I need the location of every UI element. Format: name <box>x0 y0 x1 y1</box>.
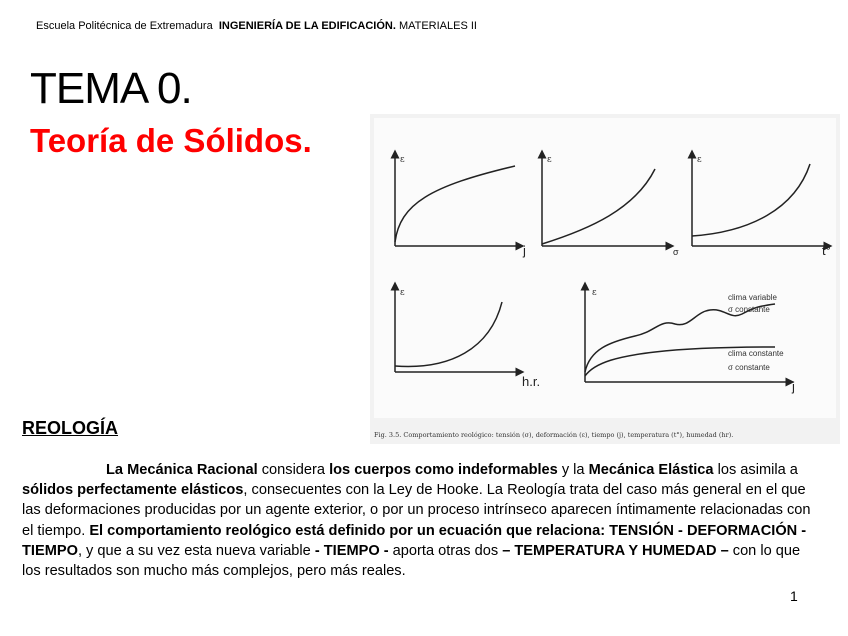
figure-caption: Fig. 3.5. Comportamiento reológico: tensión (σ), deformación (ε), tiempo (j), temperatura (t°), humedad (hr). <box>374 431 734 439</box>
text-run: los asimila a <box>713 462 798 478</box>
x-axis-label-5: j <box>792 379 795 394</box>
page-subtitle: Teoría de Sólidos. <box>30 122 312 159</box>
y-axis-label-3: ε <box>697 155 702 165</box>
page-number: 1 <box>790 588 798 604</box>
rheology-figure <box>370 114 840 444</box>
text-run: - TIEMPO - <box>314 542 389 559</box>
y-axis-label-1: ε <box>400 155 405 165</box>
section-title: REOLOGÍA <box>22 418 119 438</box>
text-run: El comportamiento reológico está definido por un ecuación que relaciona: TENSIÓN - DEFORMACIÓN - TIEMPO <box>22 522 807 559</box>
text-run: aporta otras dos <box>388 542 503 559</box>
annotation-lower-2: σ constante <box>728 363 770 372</box>
page-title: TEMA 0. <box>30 64 192 113</box>
text-run: Mecánica Elástica <box>588 462 714 478</box>
course-subject: MATERIALES II <box>398 20 477 32</box>
text-run: , consecuentes con la Ley de Hooke. La Reología trata del caso más general en el que las deformaciones producidas por un agente exterior, o por un proceso intrínseco aparecen íntimamente relacionadas con el tiempo. <box>22 482 811 539</box>
x-axis-label-1: j <box>523 243 526 258</box>
text-run: los cuerpos como indeformables <box>329 462 558 478</box>
annotation-upper-2: σ constante <box>728 305 770 314</box>
annotation-upper-1: clima variable <box>728 293 777 302</box>
text-run: – TEMPERATURA Y HUMEDAD – <box>502 542 729 559</box>
text-run: sólidos perfectamente elásticos <box>22 482 244 499</box>
text-run: con lo que los resultados son mucho más complejos, pero más reales. <box>22 542 801 580</box>
text-run: , y que a su vez esta nueva variable <box>77 542 315 559</box>
annotation-lower-1: clima constante <box>728 349 784 358</box>
y-axis-label-5: ε <box>592 288 597 298</box>
course-name: INGENIERÍA DE LA EDIFICACIÓN. <box>218 20 396 32</box>
x-axis-label-4: h.r. <box>522 374 541 389</box>
text-run: y la <box>557 462 589 478</box>
institution-name: Escuela Politécnica de Extremadura <box>36 20 213 32</box>
y-axis-label-4: ε <box>400 288 405 298</box>
rheology-graphs <box>370 114 840 444</box>
text-run: La Mecánica Racional <box>106 462 258 478</box>
document-header <box>36 20 477 32</box>
x-axis-label-2: σ <box>673 247 679 257</box>
x-axis-label-3: t° <box>822 243 831 258</box>
text-run: considera <box>257 462 330 478</box>
body-paragraph <box>22 460 812 581</box>
y-axis-label-2: ε <box>547 155 552 165</box>
